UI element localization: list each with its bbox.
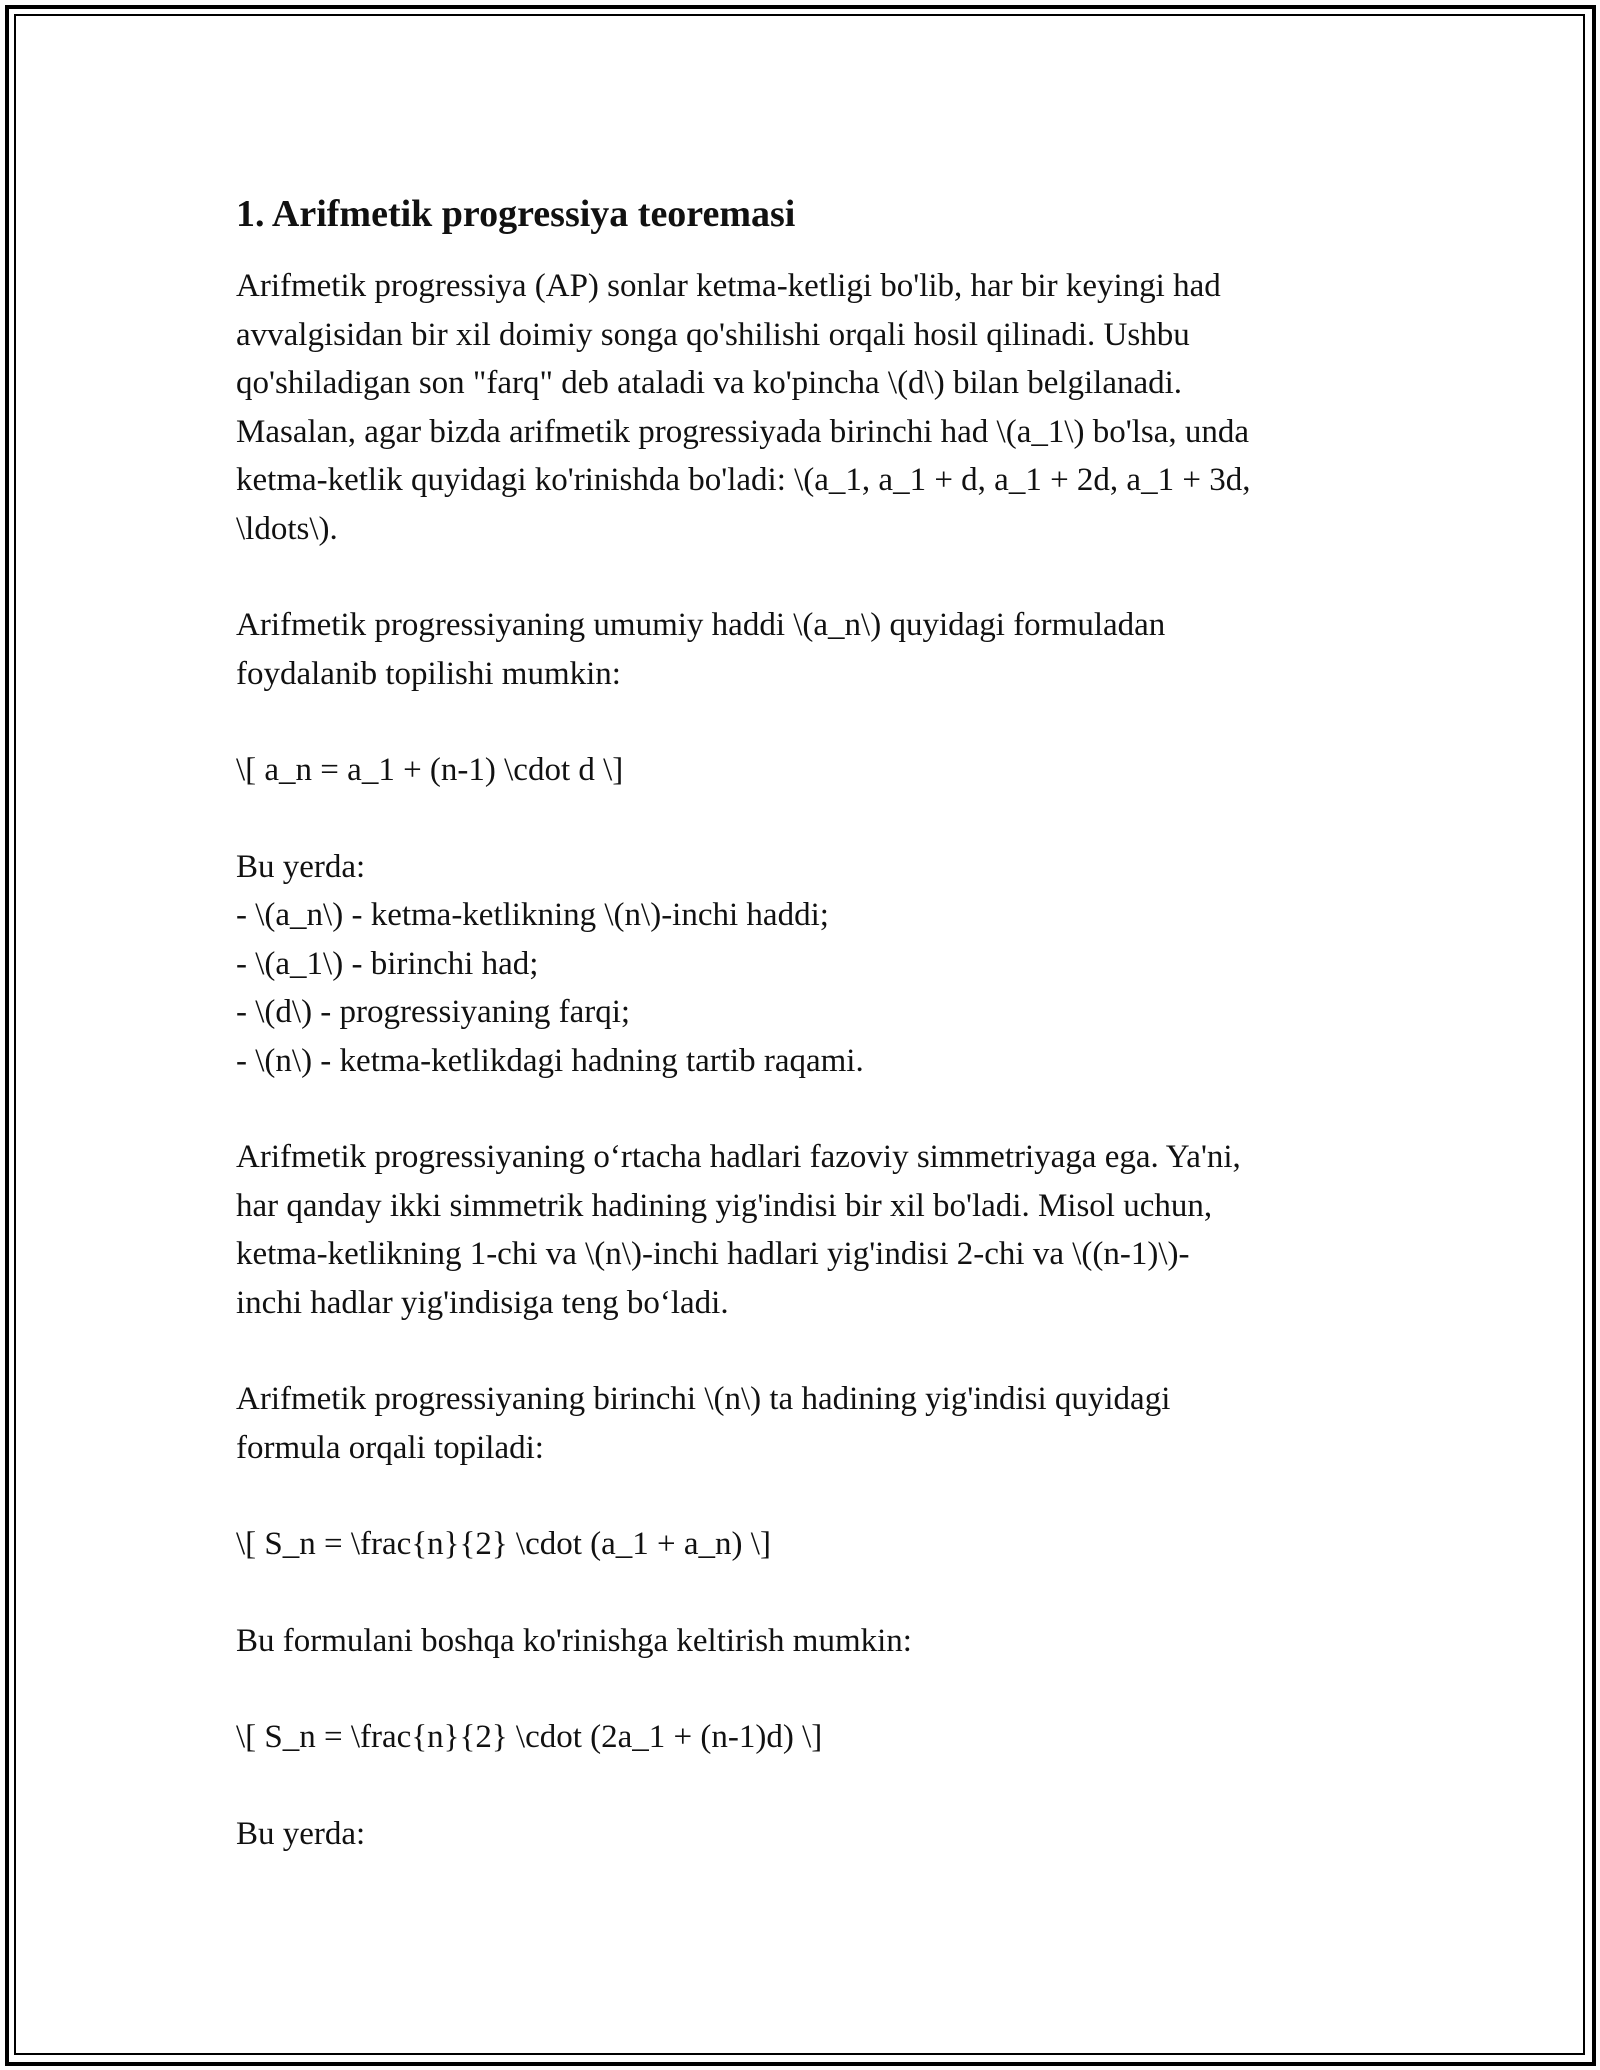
formula-general-term <box>236 746 1376 795</box>
text-line: har qanday ikki simmetrik hadining yig'indisi bir xil bo'ladi. Misol uchun, <box>236 1187 1213 1224</box>
list-item: - \(a_1\) - birinchi had; <box>236 945 539 982</box>
list-item: - \(a_n\) - ketma-ketlikning \(n\)-inchi haddi; <box>236 897 829 933</box>
list-item: - \(n\) - ketma-ketlikdagi hadning tartib raqami. <box>236 1042 864 1079</box>
formula-sum-2 <box>236 1713 1376 1762</box>
text-line: Arifmetik progressiyaning birinchi \(n\) ta hadining yig'indisi quyidagi <box>236 1381 1171 1417</box>
text-line: Arifmetik progressiya (AP) sonlar ketma-ketligi bo'lib, har bir keyingi had <box>236 268 1221 304</box>
text-line: Bu yerda: <box>236 848 366 885</box>
formula-line: \[ a_n = a_1 + (n-1) \cdot d \] <box>236 752 624 788</box>
text-line: ketma-ketlikning 1-chi va \(n\)-inchi hadlari yig'indisi 2-chi va \((n-1)\)- <box>236 1236 1190 1272</box>
text-line: avvalgisidan bir xil doimiy songa qo'shilishi orqali hosil qilinadi. Ushbu <box>236 316 1190 353</box>
formula-sum-1 <box>236 1520 1376 1569</box>
section-title: 1. Arifmetik progressiya teoremasi <box>236 193 796 235</box>
document-body <box>236 186 1376 1858</box>
formula-line: \[ S_n = \frac{n}{2} \cdot (2a_1 + (n-1)d) \] <box>236 1719 823 1755</box>
text-line: Arifmetik progressiyaning o‘rtacha hadlari fazoviy simmetriyaga ega. Ya'ni, <box>236 1139 1241 1175</box>
text-line: \ldots\). <box>236 510 338 547</box>
list-item: - \(d\) - progressiyaning farqi; <box>236 994 631 1030</box>
text-line: inchi hadlar yig'indisiga teng bo‘ladi. <box>236 1284 729 1321</box>
text-line: foydalanib topilishi mumkin: <box>236 655 621 692</box>
text-line: Arifmetik progressiyaning umumiy haddi \(a_n\) quyidagi formuladan <box>236 607 1166 643</box>
formula-line: \[ S_n = \frac{n}{2} \cdot (a_1 + a_n) \] <box>236 1526 771 1562</box>
text-line: Bu yerda: <box>236 1815 366 1852</box>
text-line: formula orqali topiladi: <box>236 1429 544 1466</box>
text-line: qo'shiladigan son "farq" deb ataladi va ko'pincha \(d\) bilan belgilanadi. <box>236 365 1183 401</box>
paragraph-sum-intro <box>236 1375 1376 1472</box>
paragraph-closing <box>236 1810 1376 1859</box>
paragraph-alternative-form <box>236 1617 1376 1666</box>
text-line: Bu formulani boshqa ko'rinishga keltirish mumkin: <box>236 1622 912 1659</box>
text-line: Masalan, agar bizda arifmetik progressiyada birinchi had \(a_1\) bo'lsa, unda <box>236 413 1250 450</box>
paragraph-definitions-list <box>236 843 1376 1086</box>
paragraph-general-term <box>236 601 1376 698</box>
paragraph-definition <box>236 262 1376 553</box>
text-line: ketma-ketlik quyidagi ko'rinishda bo'ladi: \(a_1, a_1 + d, a_1 + 2d, a_1 + 3d, <box>236 462 1251 498</box>
paragraph-symmetry <box>236 1133 1376 1327</box>
